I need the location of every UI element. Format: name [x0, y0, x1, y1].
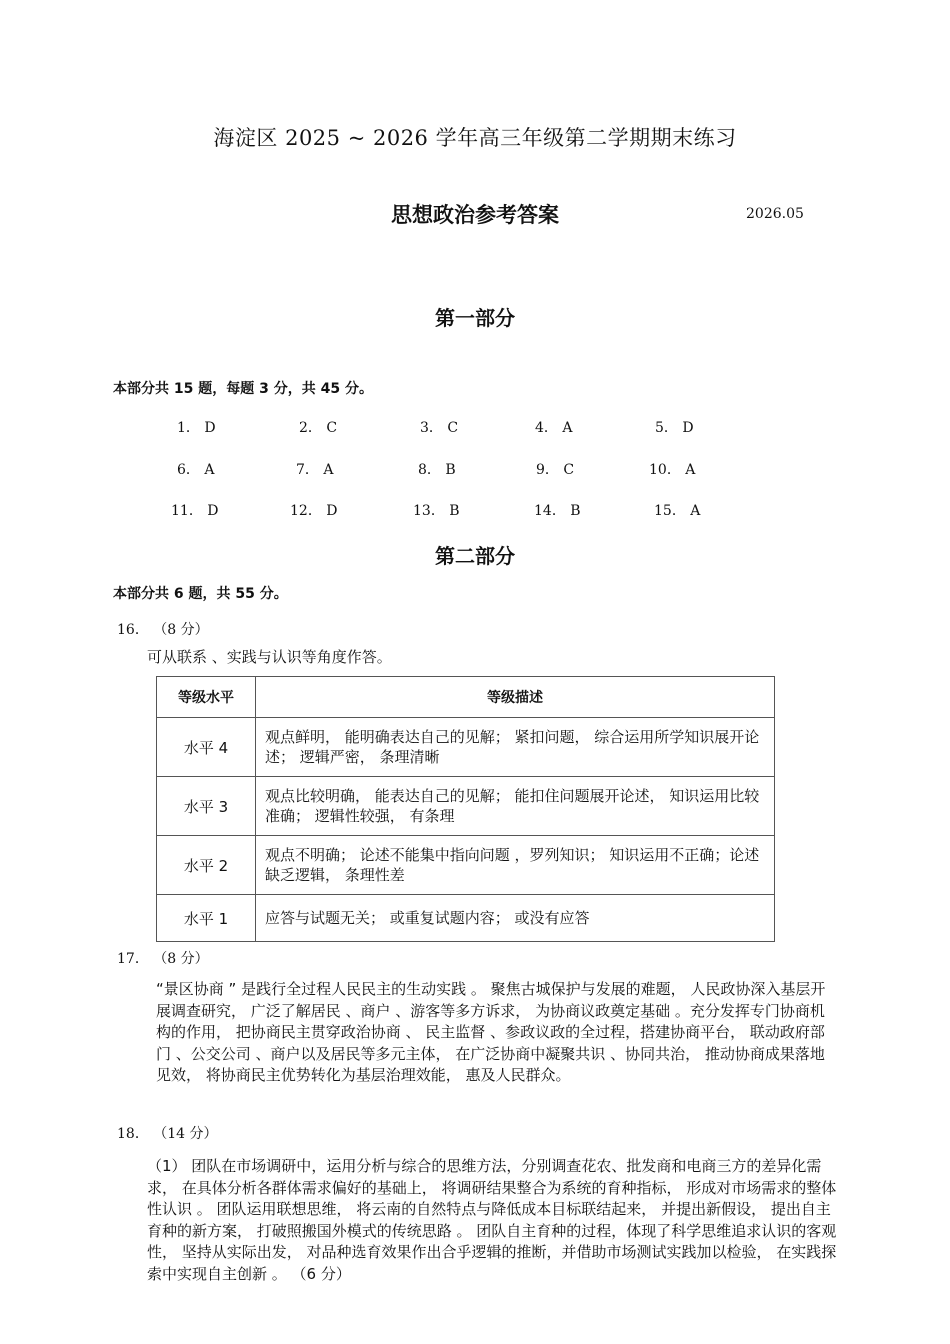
- answer-item: 7． A: [296, 462, 334, 478]
- part1-note: 本部分共 15 题，每题 3 分，共 45 分。: [113, 381, 373, 397]
- table-row: [157, 777, 775, 836]
- table-header-row: [157, 677, 775, 718]
- answer-item: 4． A: [535, 420, 573, 436]
- description-cell: 应答与试题无关； 或重复试题内容； 或没有应答: [256, 895, 775, 942]
- level-cell: 水平 1: [157, 895, 256, 942]
- answer-item: 10． A: [649, 462, 696, 478]
- document-title: 海淀区 2025 ~ 2026 学年高三年级第二学期期末练习: [213, 126, 737, 150]
- question-16-label: 16． （8 分）: [117, 622, 209, 638]
- level-cell: 水平 4: [157, 718, 256, 777]
- answer-item: 15． A: [654, 503, 701, 519]
- question-18-label: 18． （14 分）: [117, 1126, 218, 1142]
- level-cell: 水平 3: [157, 777, 256, 836]
- answer-item: 8． B: [418, 462, 456, 478]
- table-row: [157, 718, 775, 777]
- answer-item: 2． C: [299, 420, 338, 436]
- document-subtitle: 思想政治参考答案: [391, 203, 559, 227]
- answer-item: 3． C: [420, 420, 459, 436]
- answer-item: 1． D: [177, 420, 216, 436]
- answer-item: 5． D: [655, 420, 694, 436]
- description-cell: 观点比较明确， 能表达自己的见解； 能扣住问题展开论述， 知识运用比较准确； 逻辑性较强， 有条理: [256, 777, 775, 836]
- answer-item: 13． B: [413, 503, 460, 519]
- grading-table: [156, 676, 775, 942]
- question-17-label: 17． （8 分）: [117, 951, 209, 967]
- part2-heading: 第二部分: [435, 544, 515, 568]
- document-date: 2026.05: [746, 206, 804, 222]
- answer-item: 9． C: [536, 462, 575, 478]
- question-17-answer: “景区协商 ” 是践行全过程人民民主的生动实践 。 聚焦古城保护与发展的难题， 人民政协深入基层开展调查研究， 广泛了解居民 、商户 、游客等多方诉求， 为协商议政奠定基础 。充分发挥专门协商机构的作用， 把协商民主贯穿政治协商 、 民主监督 、参政议政的全过程，搭建协商平台， 联动政府部门 、公交公司 、商户以及居民等多元主体， 在广泛协商中凝聚共识 、协同共治， 推动协商成果落地见效， 将协商民主优势转化为基层治理效能， 惠及人民群众。: [156, 980, 826, 1084]
- question-18-answer: （1） 团队在市场调研中，运用分析与综合的思维方法，分别调查花农、批发商和电商三方的差异化需求， 在具体分析各群体需求偏好的基础上， 将调研结果整合为系统的育种指标， 形成对市场需求的整体性认识 。 团队运用联想思维， 将云南的自然特点与降低成本目标联结起来， 并提出新假设， 提出自主育种的新方案， 打破照搬国外模式的传统思路 。 团队自主育种的过程，体现了科学思维追求认识的客观性， 坚持从实际出发， 对品种选育效果作出合乎逻辑的推断，并借助市场测试实践加以检验， 在实践探索中实现自主创新 。 （6 分）: [147, 1157, 837, 1283]
- description-cell: 观点不明确； 论述不能集中指向问题 ，罗列知识； 知识运用不正确；论述缺乏逻辑， 条理性差: [256, 836, 775, 895]
- answer-item: 11． D: [171, 503, 219, 519]
- part2-note: 本部分共 6 题，共 55 分。: [113, 586, 288, 602]
- answer-item: 14． B: [534, 503, 581, 519]
- table-row: [157, 836, 775, 895]
- table-header-description: 等级描述: [256, 677, 775, 718]
- part1-heading: 第一部分: [435, 306, 515, 330]
- table-header-level: 等级水平: [157, 677, 256, 718]
- question-16-intro: 可从联系 、实践与认识等角度作答。: [147, 648, 392, 666]
- answer-item: 12． D: [290, 503, 338, 519]
- answer-item: 6． A: [177, 462, 215, 478]
- level-cell: 水平 2: [157, 836, 256, 895]
- table-row: [157, 895, 775, 942]
- description-cell: 观点鲜明， 能明确表达自己的见解； 紧扣问题， 综合运用所学知识展开论述； 逻辑严密， 条理清晰: [256, 718, 775, 777]
